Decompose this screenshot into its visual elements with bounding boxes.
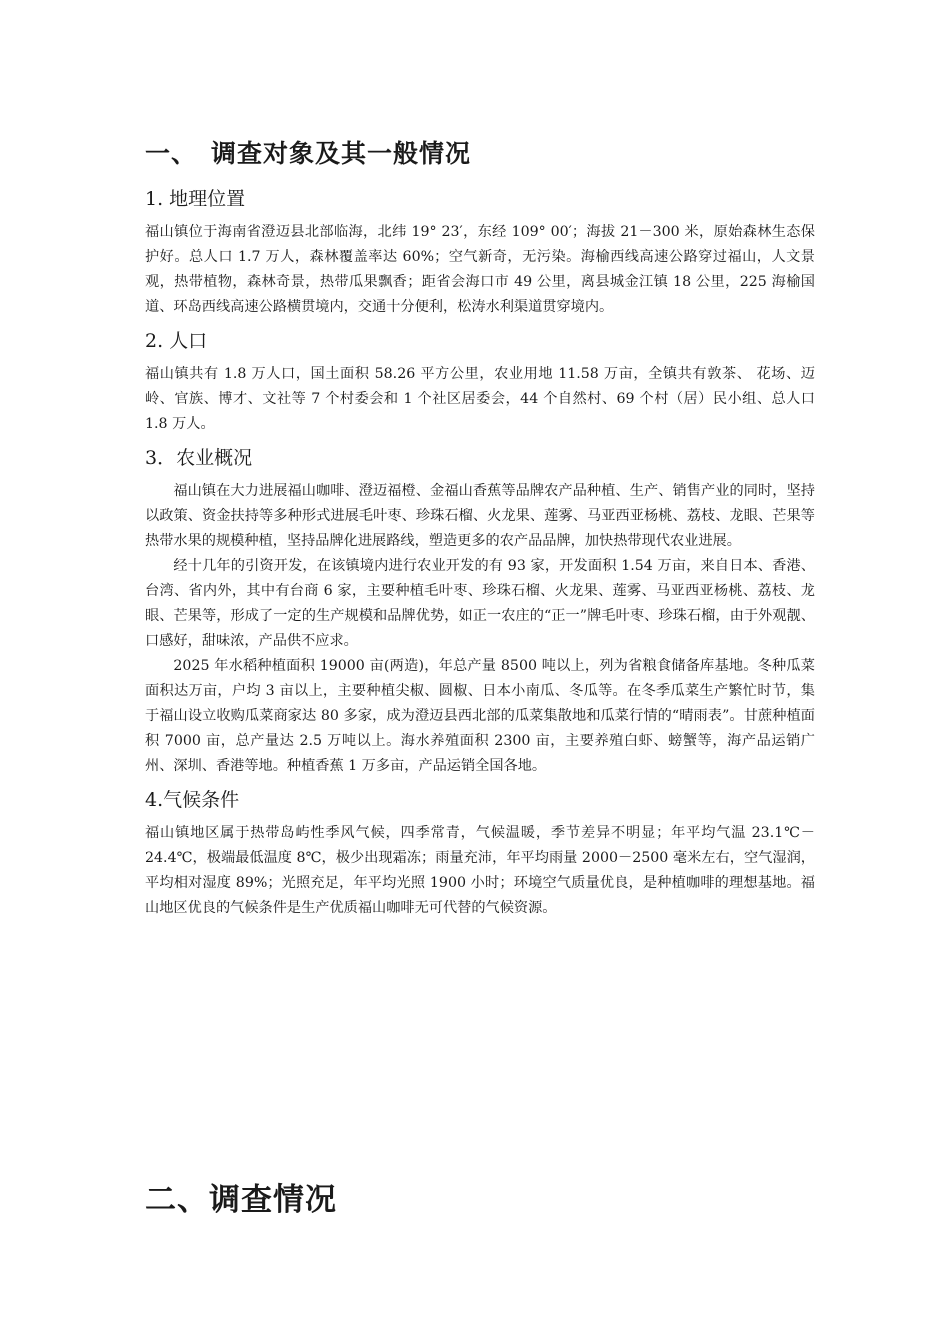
subsection-geography bbox=[145, 184, 815, 320]
section-1-heading bbox=[145, 134, 815, 174]
subsection-population-heading: 2. 人口 bbox=[145, 330, 208, 352]
section-1-number: 一、 bbox=[145, 139, 198, 168]
document-body bbox=[145, 134, 815, 927]
section-2-heading: 二、调查情况 bbox=[145, 1182, 337, 1218]
subsection-climate-text: 福山镇地区属于热带岛屿性季风气候，四季常青，气候温暖，季节差异不明显；年平均气温 23.1℃－24.4℃，极端最低温度 8℃，极少出现霜冻；雨量充沛，年平均雨量 2000－2500 毫米左右，空气湿润，平均相对湿度 89%；光照充足，年平均光照 1900 小时；环境空气质量优良，是种植咖啡的理想基地。福山地区优良的气候条件是生产优质福山咖啡无可代替的气候资源。 bbox=[145, 825, 815, 916]
agriculture-paragraph: 经十几年的引资开发，在该镇境内进行农业开发的有 93 家，开发面积 1.54 万亩，来自日本、香港、台湾、省内外，其中有台商 6 家，主要种植毛叶枣、珍珠石榴、火龙果、莲雾、马亚西亚杨桃、荔枝、龙眼、芒果等，形成了一定的生产规模和品牌优势，如正一农庄的“正一”牌毛叶枣、珍珠石榴，由于外观靓、口感好，甜味浓，产品供不应求。 bbox=[145, 558, 815, 649]
subsection-geography-text: 福山镇位于海南省澄迈县北部临海，北纬 19° 23′，东经 109° 00′；海拔 21－300 米，原始森林生态保护好。总人口 1.7 万人，森林覆盖率达 60%；空气新奇，无污染。海榆西线高速公路穿过福山，人文景观，热带植物，森林奇景，热带瓜果飘香；距省会海口市 49 公里，离县城金江镇 18 公里，225 海榆国道、环岛西线高速公路横贯境内，交通十分便利，松涛水利渠道贯穿境内。 bbox=[145, 224, 815, 315]
subsection-climate-heading: 4.气候条件 bbox=[145, 789, 240, 811]
subsection-climate bbox=[145, 785, 815, 921]
subsection-agriculture-heading: 3．农业概况 bbox=[145, 447, 253, 469]
subsection-population bbox=[145, 326, 815, 437]
agriculture-paragraph: 2025 年水稻种植面积 19000 亩(两造)，年总产量 8500 吨以上，列为省粮食储备库基地。冬种瓜菜面积达万亩，户均 3 亩以上，主要种植尖椒、圆椒、日本小南瓜、冬瓜等。在冬季瓜菜生产繁忙时节，集于福山设立收购瓜菜商家达 80 多家，成为澄迈县西北部的瓜菜集散地和瓜菜行情的“晴雨表”。甘蔗种植面积 7000 亩，总产量达 2.5 万吨以上。海水养殖面积 2300 亩，主要养殖白虾、螃蟹等，海产品运销广州、深圳、香港等地。种植香蕉 1 万多亩，产品运销全国各地。 bbox=[145, 658, 815, 774]
subsection-geography-heading: 1. 地理位置 bbox=[145, 188, 246, 210]
subsection-population-text: 福山镇共有 1.8 万人口，国土面积 58.26 平方公里，农业用地 11.58 万亩，全镇共有敦茶、 花场、迈岭、官族、博才、文社等 7 个村委会和 1 个社区居委会，44 个自然村、69 个村（居）民小组、总人口 1.8 万人。 bbox=[145, 366, 815, 432]
subsection-agriculture bbox=[145, 443, 815, 779]
section-1-title: 调查对象及其一般情况 bbox=[211, 139, 472, 168]
agriculture-paragraph: 福山镇在大力进展福山咖啡、澄迈福橙、金福山香蕉等品牌农产品种植、生产、销售产业的同时，坚持以政策、资金扶持等多种形式进展毛叶枣、珍珠石榴、火龙果、莲雾、马亚西亚杨桃、荔枝、龙眼、芒果等热带水果的规模种植，坚持品牌化进展路线，塑造更多的农产品品牌，加快热带现代农业进展。 bbox=[145, 483, 815, 549]
